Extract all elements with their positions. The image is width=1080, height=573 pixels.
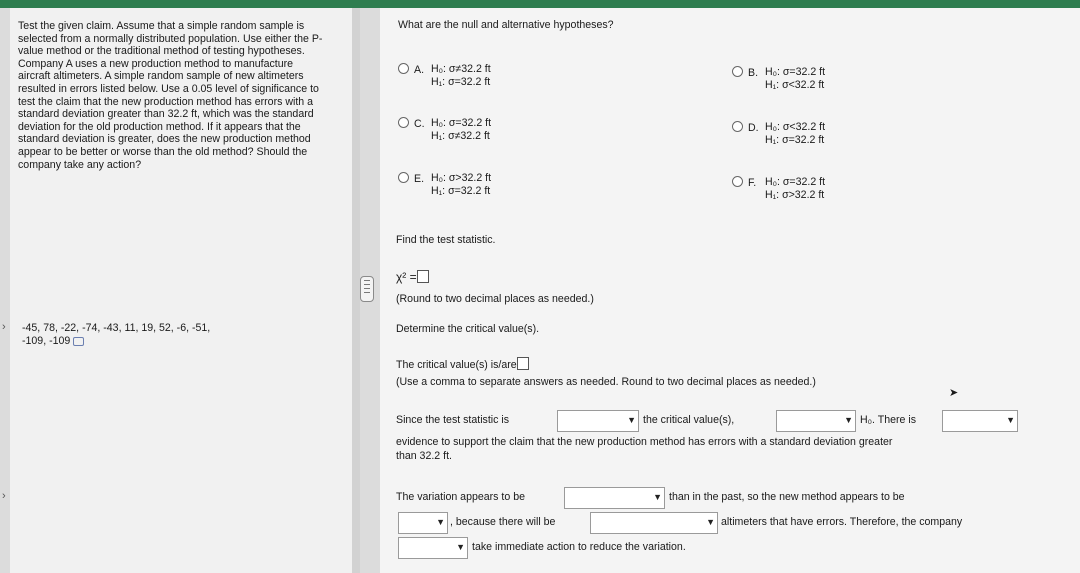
option-f-letter: F. — [748, 177, 757, 189]
option-a-h1: H₁: σ=32.2 ft — [430, 76, 491, 88]
option-d-letter: D. — [748, 122, 759, 134]
option-d-h0: H₀: σ<32.2 ft — [764, 121, 826, 133]
data-table-icon[interactable] — [73, 337, 84, 346]
round-note: (Round to two decimal places as needed.) — [396, 293, 594, 305]
critical-value-input[interactable] — [517, 357, 529, 370]
chevron-down-icon: ▼ — [706, 517, 715, 527]
option-e-radio[interactable] — [398, 172, 409, 183]
since-text-5: than 32.2 ft. — [396, 450, 452, 462]
chevron-down-icon: ▼ — [1006, 415, 1015, 425]
variation-text-1: The variation appears to be — [396, 491, 525, 503]
chevron-down-icon: ▼ — [436, 517, 445, 527]
mouse-cursor-icon: ➤ — [949, 387, 959, 399]
chi-square-label: χ² = — [396, 270, 417, 284]
option-f-h1: H₁: σ>32.2 ft — [764, 189, 825, 201]
instructions-text: Test the given claim. Assume that a simple random sample is selected from a normally distributed population. Use either the P-value method or the traditional method of testing hypotheses. — [18, 20, 323, 58]
since-text-3: H₀. There is — [860, 414, 917, 426]
option-d[interactable] — [732, 121, 825, 147]
answer-panel — [380, 8, 1080, 573]
reject-decision-select[interactable] — [776, 410, 856, 432]
better-worse-select[interactable] — [398, 512, 448, 534]
chevron-down-icon: ▼ — [653, 492, 662, 502]
option-b[interactable] — [732, 66, 825, 92]
variation-text-4: altimeters that have errors. Therefore, the company — [721, 516, 963, 528]
top-accent-bar — [0, 0, 1080, 8]
option-d-radio[interactable] — [732, 121, 743, 132]
critical-prompt: Determine the critical value(s). — [396, 323, 540, 335]
variation-text-2: than in the past, so the new method appears to be — [669, 491, 905, 503]
option-a-radio[interactable] — [398, 63, 409, 74]
since-text-1: Since the test statistic is — [396, 414, 510, 426]
expand-arrow-icon[interactable]: › — [2, 321, 6, 333]
chevron-down-icon: ▼ — [844, 415, 853, 425]
option-f-h0: H₀: σ=32.2 ft — [764, 176, 826, 188]
option-e-letter: E. — [414, 173, 425, 185]
test-stat-prompt: Find the test statistic. — [396, 234, 496, 246]
option-b-radio[interactable] — [732, 66, 743, 77]
option-a[interactable] — [398, 63, 491, 89]
chevron-down-icon: ▼ — [627, 415, 636, 425]
panel-divider — [352, 8, 360, 573]
option-c-h0: H₀: σ=32.2 ft — [430, 117, 492, 129]
critical-row — [396, 357, 529, 371]
chi-square-input[interactable] — [417, 270, 429, 283]
since-text-4: evidence to support the claim that the new production method has errors with a standard deviation greater — [396, 436, 893, 448]
data-line-1: -45, 78, -22, -74, -43, 11, 19, 52, -6, -51, — [22, 322, 211, 334]
option-e-h1: H₁: σ=32.2 ft — [430, 185, 491, 197]
variation-text-3: , because there will be — [450, 516, 556, 528]
variation-text-5: take immediate action to reduce the variation. — [472, 541, 686, 553]
option-d-h1: H₁: σ=32.2 ft — [764, 134, 825, 146]
critical-note: (Use a comma to separate answers as needed. Round to two decimal places as needed.) — [396, 376, 816, 388]
more-fewer-select[interactable] — [590, 512, 718, 534]
test-stat-comparison-select[interactable] — [557, 410, 639, 432]
option-b-letter: B. — [748, 67, 759, 79]
expand-arrow-icon-2[interactable]: › — [2, 490, 6, 502]
data-values — [22, 322, 342, 348]
hypotheses-prompt: What are the null and alternative hypotheses? — [398, 19, 614, 31]
chi-square-row — [396, 270, 429, 284]
problem-text — [18, 20, 328, 171]
option-e-h0: H₀: σ>32.2 ft — [430, 172, 492, 184]
divider-drag-handle[interactable] — [360, 276, 374, 302]
problem-statement: Company A uses a new production method to manufacture aircraft altimeters. A simple random sample of new altimeters resulted in errors listed below. Use a 0.05 level of significance to test the claim that the new production method has errors with a standard deviation greater than 32.2 ft, which was the standard deviation for the old production method. If it appears that the standard deviation is greater, does the new production method appear to be better or worse than the old method? Should the company take any action? — [18, 57, 319, 171]
evidence-select[interactable] — [942, 410, 1018, 432]
since-text-2: the critical value(s), — [643, 414, 735, 426]
option-b-h1: H₁: σ<32.2 ft — [764, 79, 825, 91]
option-f[interactable] — [732, 176, 825, 202]
option-f-radio[interactable] — [732, 176, 743, 187]
option-c-radio[interactable] — [398, 117, 409, 128]
option-c-h1: H₁: σ≠32.2 ft — [430, 130, 490, 142]
should-select[interactable] — [398, 537, 468, 559]
option-c-letter: C. — [414, 118, 425, 130]
critical-label: The critical value(s) is/are — [396, 359, 517, 371]
option-a-h0: H₀: σ≠32.2 ft — [430, 63, 491, 75]
data-line-2: -109, -109 — [22, 335, 71, 347]
chevron-down-icon: ▼ — [456, 542, 465, 552]
option-b-h0: H₀: σ=32.2 ft — [764, 66, 826, 78]
variation-select[interactable] — [564, 487, 665, 509]
option-a-letter: A. — [414, 64, 425, 76]
option-c[interactable] — [398, 117, 491, 143]
option-e[interactable] — [398, 172, 491, 198]
